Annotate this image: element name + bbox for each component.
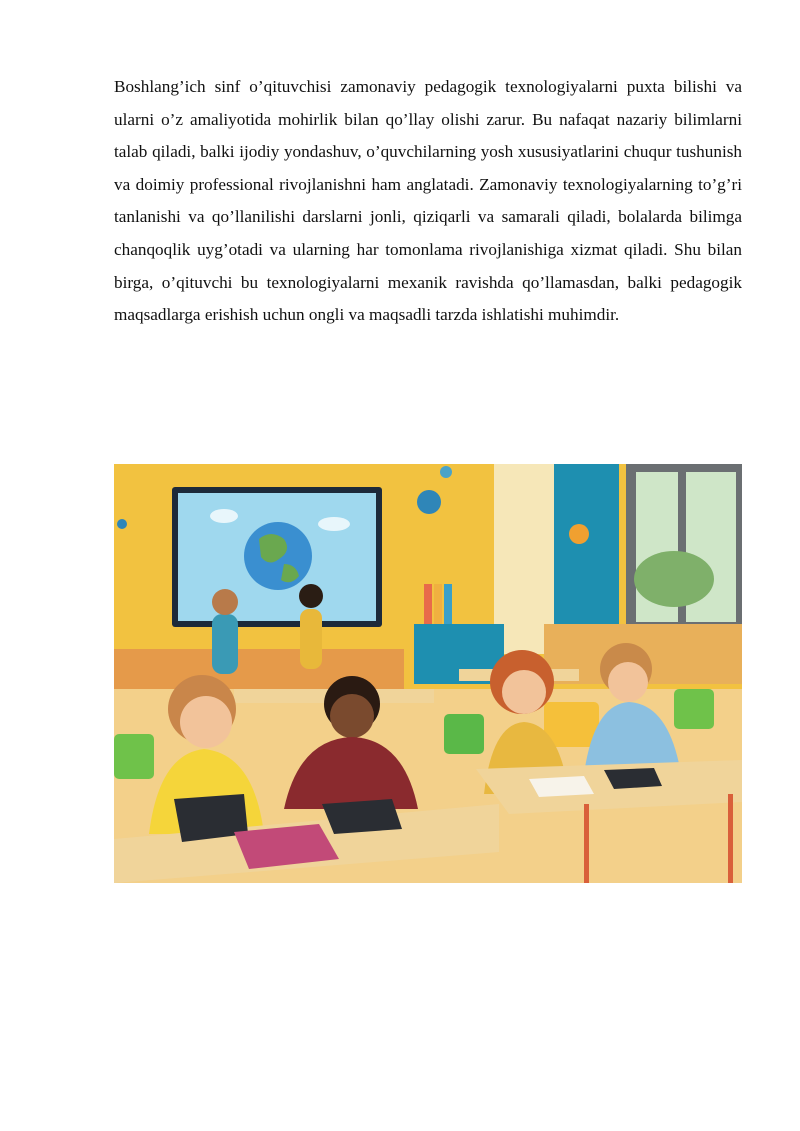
binder	[424, 584, 432, 624]
classroom-illustration	[114, 464, 742, 883]
classroom-illustration-svg	[114, 464, 742, 883]
wall-decoration-dot	[117, 519, 127, 529]
child-face	[330, 694, 374, 738]
child-face	[180, 696, 232, 748]
child-face	[502, 670, 546, 714]
tree-outside	[634, 551, 714, 607]
child-face	[608, 662, 648, 702]
paper-sheet	[529, 776, 594, 797]
chair	[114, 734, 154, 779]
child-at-board	[212, 614, 238, 674]
binder	[444, 584, 452, 624]
desk-leg	[728, 794, 733, 883]
wall-decoration-dot	[417, 490, 441, 514]
body-paragraph: Boshlang’ich sinf o’qituvchisi zamonaviy pedagogik texnologiyalarni puxta bilishi va ularni o’z amaliyotida mohirlik bilan qo’llay olishi zarur. Bu nafaqat nazariy bilimlarni talab qiladi, balki ijodiy yondashuv, o’quvchilarning yosh xususiyatlarini chuqur tushunish va doimiy professional rivojlanishni ham anglatadi. Zamonaviy texnologiyalarning to’g’ri tanlanishi va qo’llanilishi darslarni jonli, qiziqarli va samarali qiladi, bolalarda bilimga chanqoqlik uyg’otadi va ularning har tomonlama rivojlanishiga xizmat qiladi. Shu bilan birga, o’qituvchi bu texnologiyalarni mexanik ravishda qo’llamasdan, balki pedagogik maqsadlarga erishish uchun ongli va maqsadli tarzda ishlatishi muhimdir.	[114, 77, 742, 325]
panel-decoration-dot	[569, 524, 589, 544]
chair	[444, 714, 484, 754]
wall-decoration-dot	[440, 466, 452, 478]
teal-panel	[554, 464, 619, 624]
binder	[434, 584, 442, 624]
child-head	[212, 589, 238, 615]
child-at-board	[300, 609, 322, 669]
desk-leg	[584, 804, 589, 883]
chair	[674, 689, 714, 729]
child-head	[299, 584, 323, 608]
tablet	[322, 799, 402, 834]
screen-cloud	[318, 517, 350, 531]
tablet	[604, 768, 662, 789]
screen-cloud	[210, 509, 238, 523]
